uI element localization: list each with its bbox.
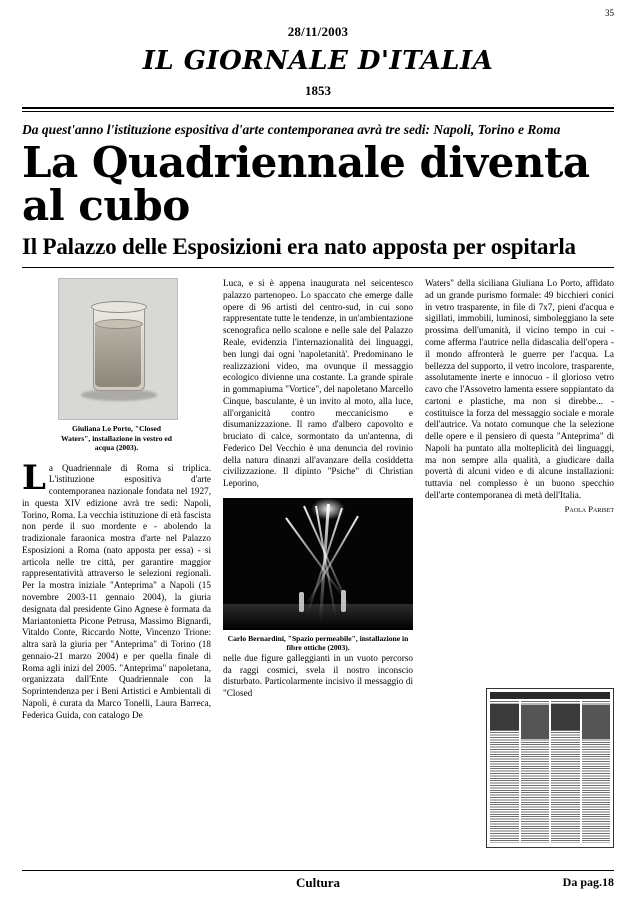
thumbnail-column xyxy=(551,701,580,843)
photo-caption-1: Giuliana Lo Porto, "Closed Waters", installazione in vestro ed acqua (2003). xyxy=(60,424,172,453)
thumbnail-column xyxy=(521,701,550,843)
article-subhead: Il Palazzo delle Esposizioni era nato apposta per ospitarla xyxy=(22,233,576,259)
column-3 xyxy=(425,278,614,878)
liquid-surface xyxy=(95,319,143,329)
figure-glasses xyxy=(58,278,176,452)
column-1 xyxy=(22,278,211,878)
thumbnail-image xyxy=(551,704,580,730)
masthead xyxy=(22,24,614,99)
drop-cap: L xyxy=(22,457,46,498)
glass-rim xyxy=(91,301,147,313)
thumbnail-column xyxy=(582,701,611,843)
thumbnail-column xyxy=(490,701,519,843)
paragraph: Luca, e si è appena inaugurata nel seicentesco palazzo partenopeo. Lo spaccato che emerge dalle opere di 96 artisti del centro-sud, in cui sono rappresentate tutte le tendenze, in un'ambientazione scenografica nello scalone e nelle sale del Palazzo Reale, evidenzia l'internazionalità dei linguaggi, ben lungi dai ogni 'napoletanità'. Predominano le realizzazioni video, ma ovunque il messaggio ecologico divienne una costante. La grande spirale in gommapiuma "Vortice", del napoletano Marcello Cinque, basculante, è un invito al moto, alla luce, all'organicità contro meccanicismo e disumanizzazione. Il ramo d'albero capovolto e bruciato di calce, sormontato da un'antenna, di Federico Del Vecchio è una denuncia del rovinio della natura dinanzi all'avanzare della cosiddetta civilizzazione. Il dipinto "Psiche" di Christian Leporino, xyxy=(223,278,414,489)
newspaper-page-thumbnail xyxy=(486,688,614,848)
paragraph: a Quadriennale di Roma si triplica. L'istituzione espositiva d'arte contemporanea nazionale fondata nel 1927, in questa XIV edizione avrà tre sedi: Napoli, Torino, Roma. La vecchia istituzione di età fascista non perde il suo mordente e - abolendo la tradizionale faraonica mostra d'arte nel Palazzo Esposizioni a Roma (nato apposta per essa) - si articola nelle tre città, per garantire maggior rappresentatività attraverso le selezioni regionali. Per la mostra iniziale "Anteprima" a Napoli (15 novembre 2003-11 gennaio 2004), la giuria designata dal presidente Gino Agnese è formata da Mariantonietta Picone Petrusa, Massimo Bignardi, Vitaldo Conte, Riccardo Notte, Vincenzo Trione: altra sarà la giuria per "Anteprima" di Torino (18 gennaio-21 marzo 2004) e per quella finale di Roma agli inizi del 2005. "Anteprima" napoletana, organizzata dall'Ente Quadriennale con la Soprintendenza per i Beni Artistici e Ambientali di Napoli, è curata da Marco Tonelli, Laura Barreca, Federica Guida, con catalogo De xyxy=(22,462,211,720)
continuation-note: Da pag.18 xyxy=(562,875,614,889)
paragraph: nelle due figure galleggianti in un vuoto percorso da raggi cosmici, svela il nostro inconscio disturbato. Particolarmente incisivo il messaggio di "Closed xyxy=(223,652,413,699)
footer-divider xyxy=(22,870,614,871)
photo-spazio-permeabile xyxy=(223,498,413,630)
figure-silhouette xyxy=(341,590,346,612)
thumbnail-image xyxy=(521,705,550,739)
figure-silhouette xyxy=(299,592,304,612)
thumbnail-masthead xyxy=(490,692,610,699)
issue-date: 28/11/2003 xyxy=(287,24,349,39)
page-footer xyxy=(22,870,614,890)
glass-liquid xyxy=(95,323,141,387)
paragraph: Waters" della siciliana Giuliana Lo Porto, affidato ad un grande purismo formale: 49 bicchieri conici in vetro trasparente, in file di 7x7, pieni d'acqua e sigillati, immobili, luminosi, simboleggiano la sete prossima dell'umanità, il vicino tempo in cui - come afferma l'autrice nella didascalia dell'opera - il mondo affronterà le guerre per l'acqua. La bellezza del supporto, il vetro incolore, trasparente, assolutamente inerte e innocuo - il glorioso vetro cavo che l'Assovetro lamenta essere soppiantato da cartoni e plastiche, ma non si direbbe... - costituisce la forza del messaggio sociale e morale dell'autrice. Va notato comunque che la selezione delle opere e il pensiero di questa "Anteprima" di Napoli ha puntato alla molteplicità dei linguaggi, ma non sempre alla qualità, a giudicare dalla povertà di alcuni video e di alcune installazioni: tuttavia nel complesso è un buono specchio dell'arte contemporanea di metà dell'Italia. xyxy=(425,278,614,500)
floor-reflection xyxy=(223,604,413,630)
photo-caption-2: Carlo Bernardini, "Spazio permeabile", installazione in fibre ottiche (2003). xyxy=(227,633,409,653)
photo-closed-waters xyxy=(58,278,178,420)
article-headline: La Quadriennale diventa al cubo xyxy=(22,138,590,231)
thumbnail-columns xyxy=(490,701,610,843)
article-columns xyxy=(22,278,614,878)
headline-divider xyxy=(22,267,614,268)
column-1-text xyxy=(22,457,211,722)
article-byline: Paola Pariset xyxy=(564,503,614,514)
masthead-divider-thin xyxy=(22,111,614,112)
article-kicker: Da quest'anno l'istituzione espositiva d'arte contemporanea avrà tre sedi: Napoli, Torino e Roma xyxy=(22,122,561,137)
masthead-divider-thick xyxy=(22,107,614,109)
column-2 xyxy=(223,278,413,878)
page-number: 35 xyxy=(605,8,614,18)
thumbnail-image xyxy=(490,704,519,730)
newspaper-title: IL GIORNALE D'ITALIA xyxy=(142,46,494,76)
footer-row xyxy=(22,875,614,890)
thumbnail-image xyxy=(582,705,611,739)
section-name: Cultura xyxy=(295,875,341,890)
founding-year: 1853 xyxy=(305,83,331,98)
